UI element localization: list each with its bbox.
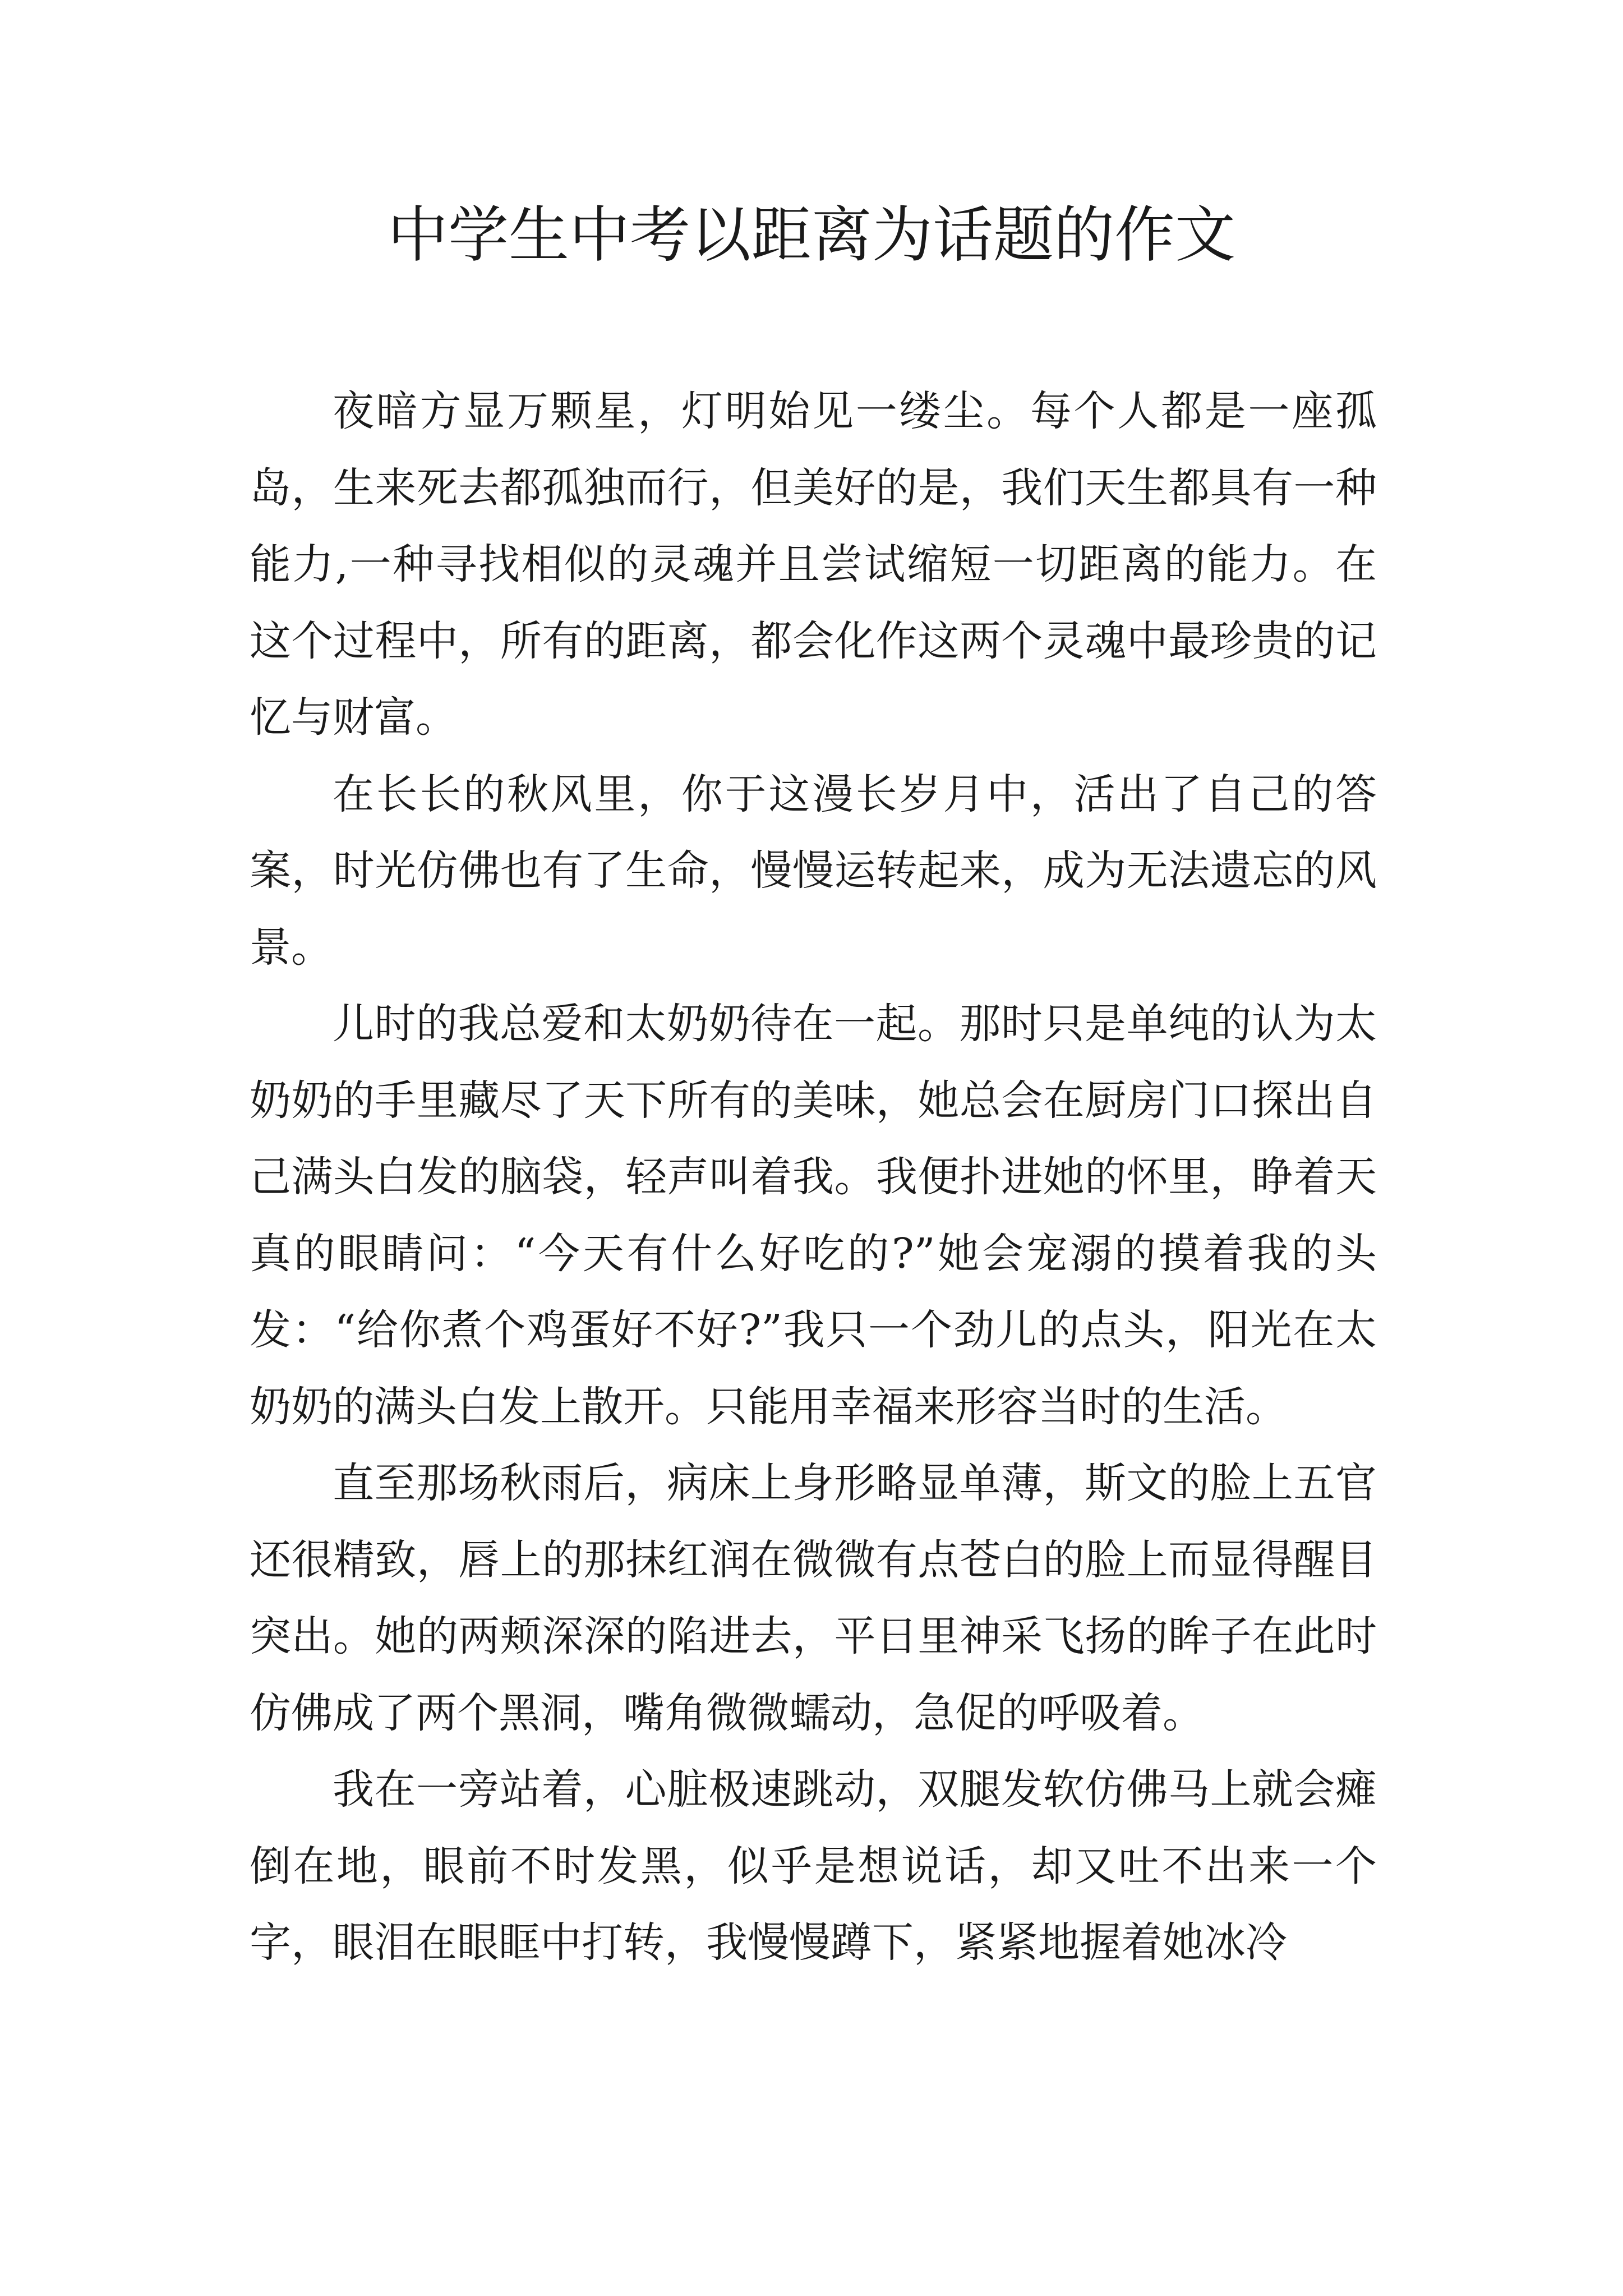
document-title: 中学生中考以距离为话题的作文: [387, 200, 1235, 270]
paragraph-2: 在长长的秋风里，你于这漫长岁月中，活出了自己的答案，时光仿佛也有了生命，慢慢运转起来，成为无法遗忘的风景。: [250, 770, 1377, 972]
paragraph-1: 夜暗方显万颗星，灯明始见一缕尘。每个人都是一座孤岛，生来死去都孤独而行，但美好的是，我们天生都具有一种能力,一种寻找相似的灵魂并且尝试缩短一切距离的能力。在这个过程中，所有的距离，都会化作这两个灵魂中最珍贵的记忆与财富。: [250, 387, 1377, 742]
paragraph-4: 直至那场秋雨后，病床上身形略显单薄，斯文的脸上五官还很精致，唇上的那抹红润在微微有点苍白的脸上而显得醒目突出。她的两颊深深的陷进去，平日里神采飞扬的眸子在此时仿佛成了两个黑洞，嘴角微微蠕动，急促的呼吸着。: [250, 1459, 1377, 1737]
paragraph-3: 儿时的我总爱和太奶奶待在一起。那时只是单纯的认为太奶奶的手里藏尽了天下所有的美味，她总会在厨房门口探出自己满头白发的脑袋，轻声叫着我。我便扑进她的怀里，睁着天真的眼睛问：“今天有什么好吃的?”她会宠溺的摸着我的头发：“给你煮个鸡蛋好不好?”我只一个劲儿的点头，阳光在太奶奶的满头白发上散开。只能用幸福来形容当时的生活。: [250, 1000, 1377, 1431]
paragraph-5: 我在一旁站着，心脏极速跳动，双腿发软仿佛马上就会瘫倒在地，眼前不时发黑，似乎是想说话，却又吐不出来一个字，眼泪在眼眶中打转，我慢慢蹲下，紧紧地握着她冰冷: [250, 1765, 1377, 1967]
document-body: [250, 373, 1377, 1981]
